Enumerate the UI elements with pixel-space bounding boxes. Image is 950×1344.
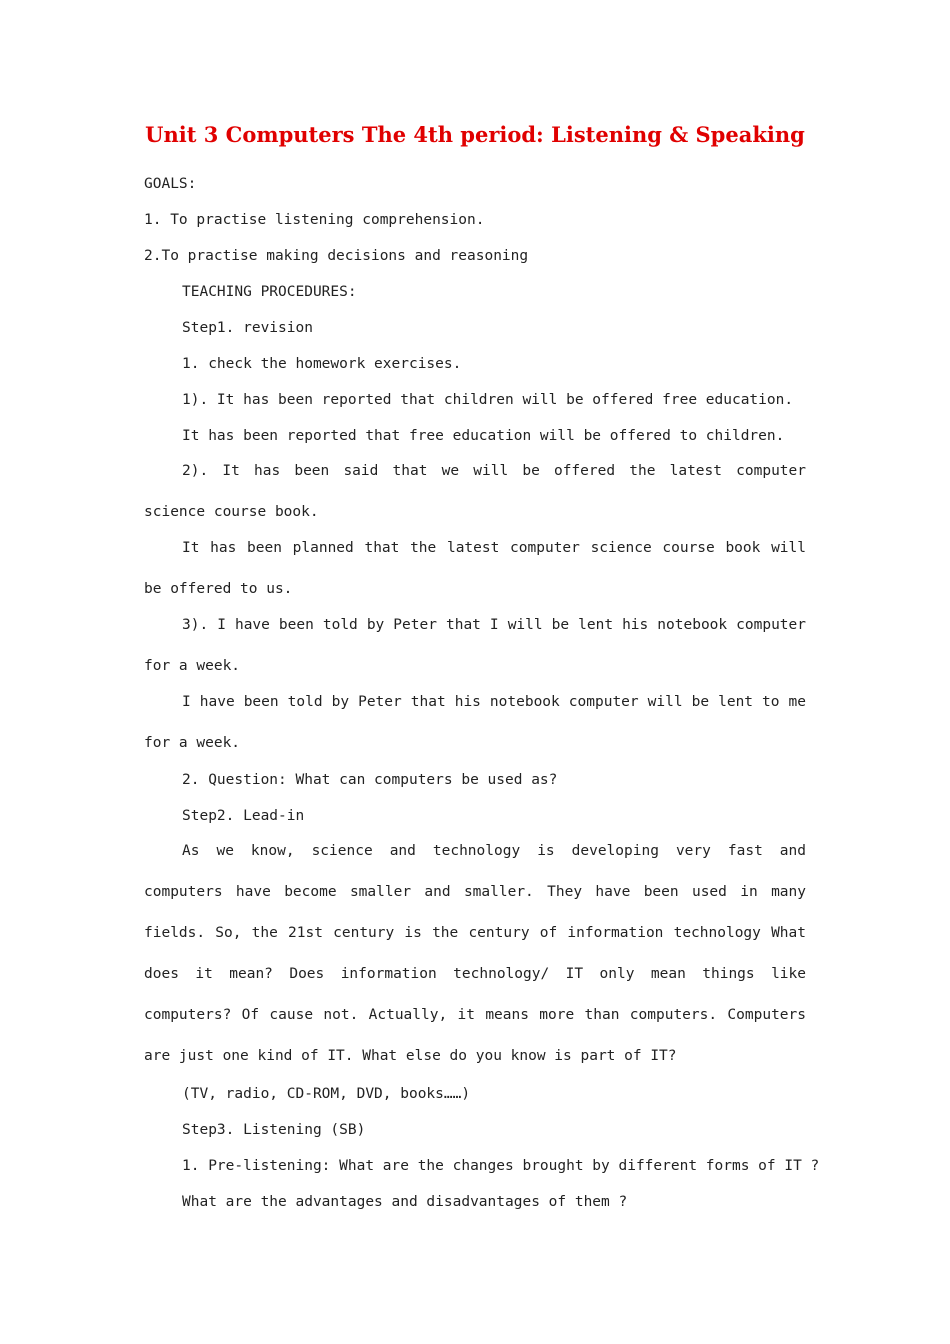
goal-item-1: 1. To practise listening comprehension.	[144, 212, 485, 228]
step1-item-2: 2. Question: What can computers be used as?	[182, 772, 558, 788]
exercise-1-original: 1). It has been reported that children will be offered free education.	[182, 392, 794, 408]
step3-item-1: 1. Pre-listening: What are the changes brought by different forms of IT ?	[182, 1158, 820, 1174]
step1-heading: Step1. revision	[182, 320, 313, 336]
exercise-2-answer: It has been planned that the latest computer science course book will be offered to us.	[144, 540, 806, 597]
exercise-1-answer: It has been reported that free education will be offered to children.	[182, 428, 785, 444]
exercise-3-original: 3). I have been told by Peter that I will be lent his notebook computer for a week.	[144, 617, 806, 674]
step2-heading: Step2. Lead-in	[182, 808, 305, 824]
step1-item-1: 1. check the homework exercises.	[182, 356, 462, 372]
exercise-3-answer: I have been told by Peter that his notebook computer will be lent to me for a week.	[144, 694, 806, 751]
procedures-heading: TEACHING PROCEDURES:	[182, 284, 357, 300]
goals-heading: GOALS:	[144, 176, 197, 192]
page-title: Unit 3 Computers The 4th period: Listening & Speaking	[145, 122, 805, 147]
goal-item-2: 2.To practise making decisions and reasoning	[144, 248, 529, 264]
lead-in-paragraph: As we know, science and technology is developing very fast and computers have become smaller and smaller. They have been used in many fields. So, the 21st century is the century of information technology What does it mean? Does information technology/ IT only mean things like computers? Of cause not. Actually, it means more than computers. Computers are just one kind of IT. What else do you know is part of IT?	[144, 843, 806, 1064]
exercise-2-original: 2). It has been said that we will be offered the latest computer science course book.	[144, 463, 806, 520]
it-examples: (TV, radio, CD-ROM, DVD, books……)	[182, 1086, 471, 1102]
step3-item-1-continued: What are the advantages and disadvantages of them ?	[182, 1194, 628, 1210]
step3-heading: Step3. Listening (SB)	[182, 1122, 366, 1138]
